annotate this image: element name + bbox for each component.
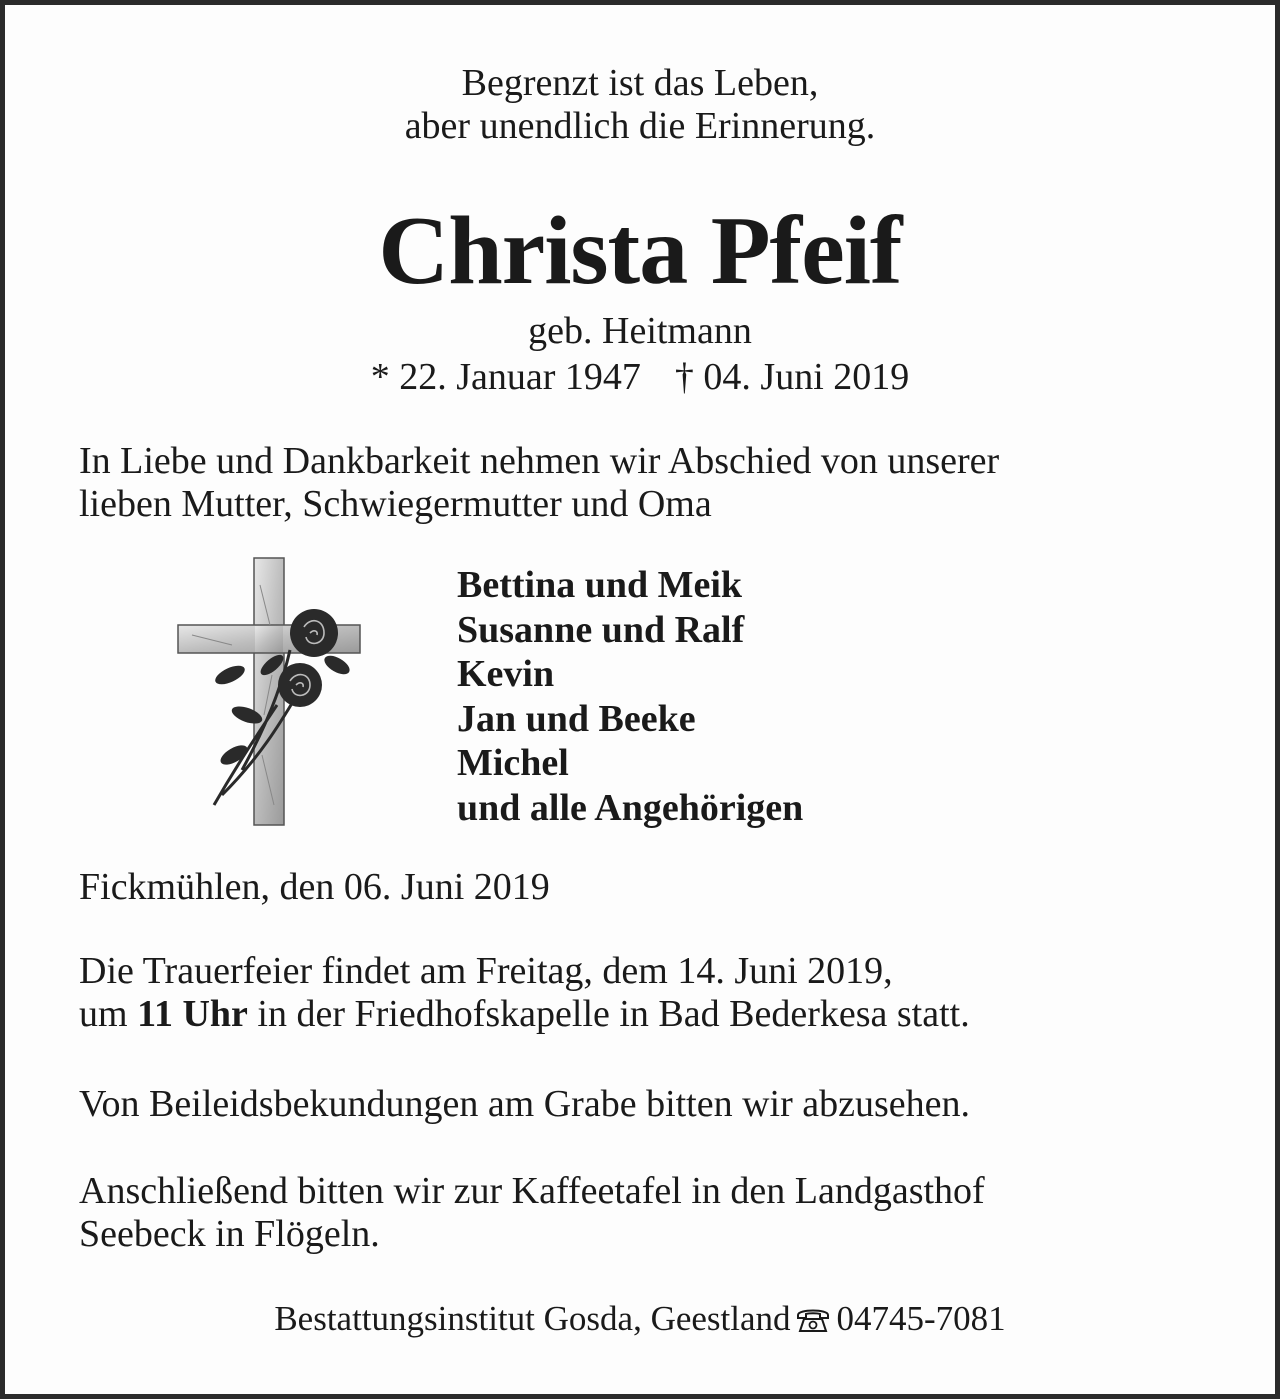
ceremony-line-1: Die Trauerfeier findet am Freitag, dem 14. Juni 2019,: [79, 950, 893, 992]
funeral-home-footer: [0, 1298, 1280, 1340]
condolences-note: Von Beileidsbekundungen am Grabe bitten wir abzusehen.: [79, 1083, 971, 1125]
funeral-home-name: Bestattungsinstitut Gosda, Geestland: [274, 1299, 791, 1338]
intro-line-1: In Liebe und Dankbarkeit nehmen wir Abschied von unserer: [79, 440, 1000, 482]
mourners-list: [457, 563, 803, 830]
maiden-name: geb. Heitmann: [528, 310, 752, 352]
cross-with-roses-icon: [172, 555, 367, 830]
coffee-line-2: Seebeck in Flögeln.: [79, 1213, 380, 1255]
mourner: Susanne und Ralf: [457, 608, 745, 651]
mourner: Michel: [457, 742, 569, 784]
ceremony-line-2: um 11 Uhr in der Friedhofskapelle in Bad Bederkesa statt.: [79, 993, 970, 1035]
mourner: Kevin: [457, 653, 555, 695]
mourner: und alle Angehörigen: [457, 786, 804, 829]
poem: [0, 62, 1280, 148]
birth-date: * 22. Januar 1947: [370, 356, 641, 398]
phone-number: 04745-7081: [836, 1299, 1006, 1338]
ceremony-time: 11 Uhr: [137, 993, 248, 1035]
place-date: Fickmühlen, den 06. Juni 2019: [79, 866, 550, 908]
mourner: Jan und Beeke: [457, 697, 696, 740]
deceased-name: Christa Pfeif: [378, 197, 902, 305]
intro-text: [79, 440, 1201, 526]
ceremony-info: [79, 950, 1201, 1036]
death-date: † 04. Juni 2019: [674, 356, 910, 398]
coffee-invitation: [79, 1170, 1201, 1256]
poem-line-1: Begrenzt ist das Leben,: [461, 62, 819, 104]
coffee-line-1: Anschließend bitten wir zur Kaffeetafel in den Landgasthof: [79, 1170, 985, 1212]
mourner: Bettina und Meik: [457, 564, 743, 606]
poem-line-2: aber unendlich die Erinnerung.: [404, 105, 876, 147]
intro-line-2: lieben Mutter, Schwiegermutter und Oma: [79, 483, 712, 525]
telephone-icon: [795, 1305, 831, 1333]
life-dates: [0, 356, 1280, 398]
